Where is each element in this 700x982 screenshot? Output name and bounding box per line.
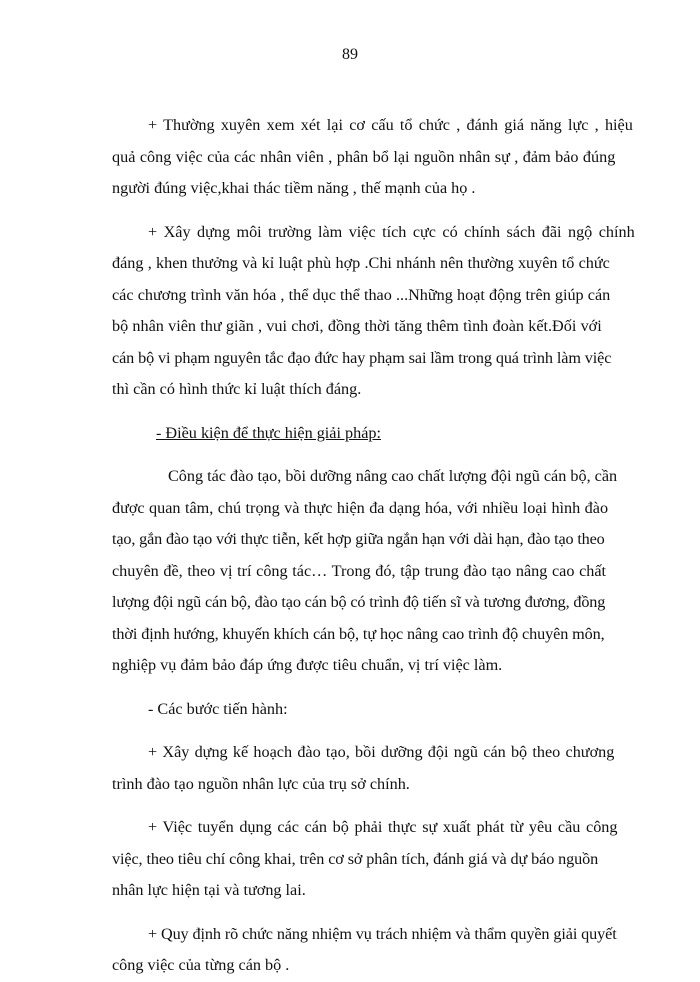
text-line: các chương trình văn hóa , thể dục thể thao ...Những hoạt động trên giúp cán [112,285,611,304]
page-number: 89 [342,46,358,63]
text-line: việc, theo tiêu chí công khai, trên cơ sở phân tích, đánh giá và dự báo nguồn [112,849,599,868]
paragraph-recruitment [112,812,652,907]
text-line: Công tác đào tạo, bồi dưỡng nâng cao chất lượng đội ngũ cán bộ, cần [168,467,618,485]
paragraph-responsibilities [112,919,652,982]
text-line: thì cần có hình thức kỉ luật thích đáng. [112,380,362,398]
document-body [112,110,652,982]
text-line: trình đào tạo nguồn nhân lực của trụ sở chính. [112,774,410,793]
text-line: nhân lực hiện tại và tương lai. [112,881,306,899]
paragraph-training [112,461,652,682]
paragraph-work-environment [112,217,652,406]
text-line: cán bộ vi phạm nguyên tắc đạo đức hay phạm sai lầm trong quá trình làm việc [112,348,612,367]
text-line: + Quy định rõ chức năng nhiệm vụ trách nhiệm và thẩm quyền giải quyết [148,924,617,943]
heading-text: - Điều kiện để thực hiện giải pháp: [156,423,381,442]
text-line: lượng đội ngũ cán bộ, đào tạo cán bộ có trình độ tiến sĩ và tương đương, đồng [112,593,606,611]
text-line: + Thường xuyên xem xét lại cơ cấu tổ chức , đánh giá năng lực , hiệu [148,116,633,134]
text-line: nghiệp vụ đảm bảo đáp ứng được tiêu chuẩn, vị trí việc làm. [112,656,503,674]
text-line: được quan tâm, chú trọng và thực hiện đa dạng hóa, với nhiều loại hình đào [112,498,609,517]
text-line: công việc của từng cán bộ . [112,956,290,974]
text-line: chuyên đề, theo vị trí công tác… Trong đó, tập trung đào tạo nâng cao chất [112,561,607,580]
paragraph-restructure [112,110,652,205]
text-line: bộ nhân viên thư giãn , vui chơi, đồng thời tăng thêm tình đoàn kết.Đối với [112,317,602,335]
text-line: + Xây dựng kế hoạch đào tạo, bồi dưỡng đội ngũ cán bộ theo chương [148,743,615,761]
paragraph-training-plan [112,737,652,800]
text-line: + Việc tuyển dụng các cán bộ phải thực sự xuất phát từ yêu cầu công [148,818,618,836]
text-line: thời định hướng, khuyến khích cán bộ, tự học nâng cao trình độ chuyên môn, [112,624,605,643]
text-line: đáng , khen thưởng và kỉ luật phù hợp .Chi nhánh nên thường xuyên tổ chức [112,254,610,272]
text-line: quả công việc của các nhân viên , phân bổ lại nguồn nhân sự , đảm bảo đúng [112,147,616,166]
section-heading [156,418,652,450]
steps-heading: - Các bước tiến hành: [148,699,288,718]
text-line: tạo, gắn đào tạo với thực tiễn, kết hợp giữa ngắn hạn với dài hạn, đào tạo theo [112,530,605,548]
text-line: người đúng việc,khai thác tiềm năng , thế mạnh của họ . [112,179,476,197]
text-line: + Xây dựng môi trường làm việc tích cực có chính sách đãi ngộ chính [148,222,635,241]
